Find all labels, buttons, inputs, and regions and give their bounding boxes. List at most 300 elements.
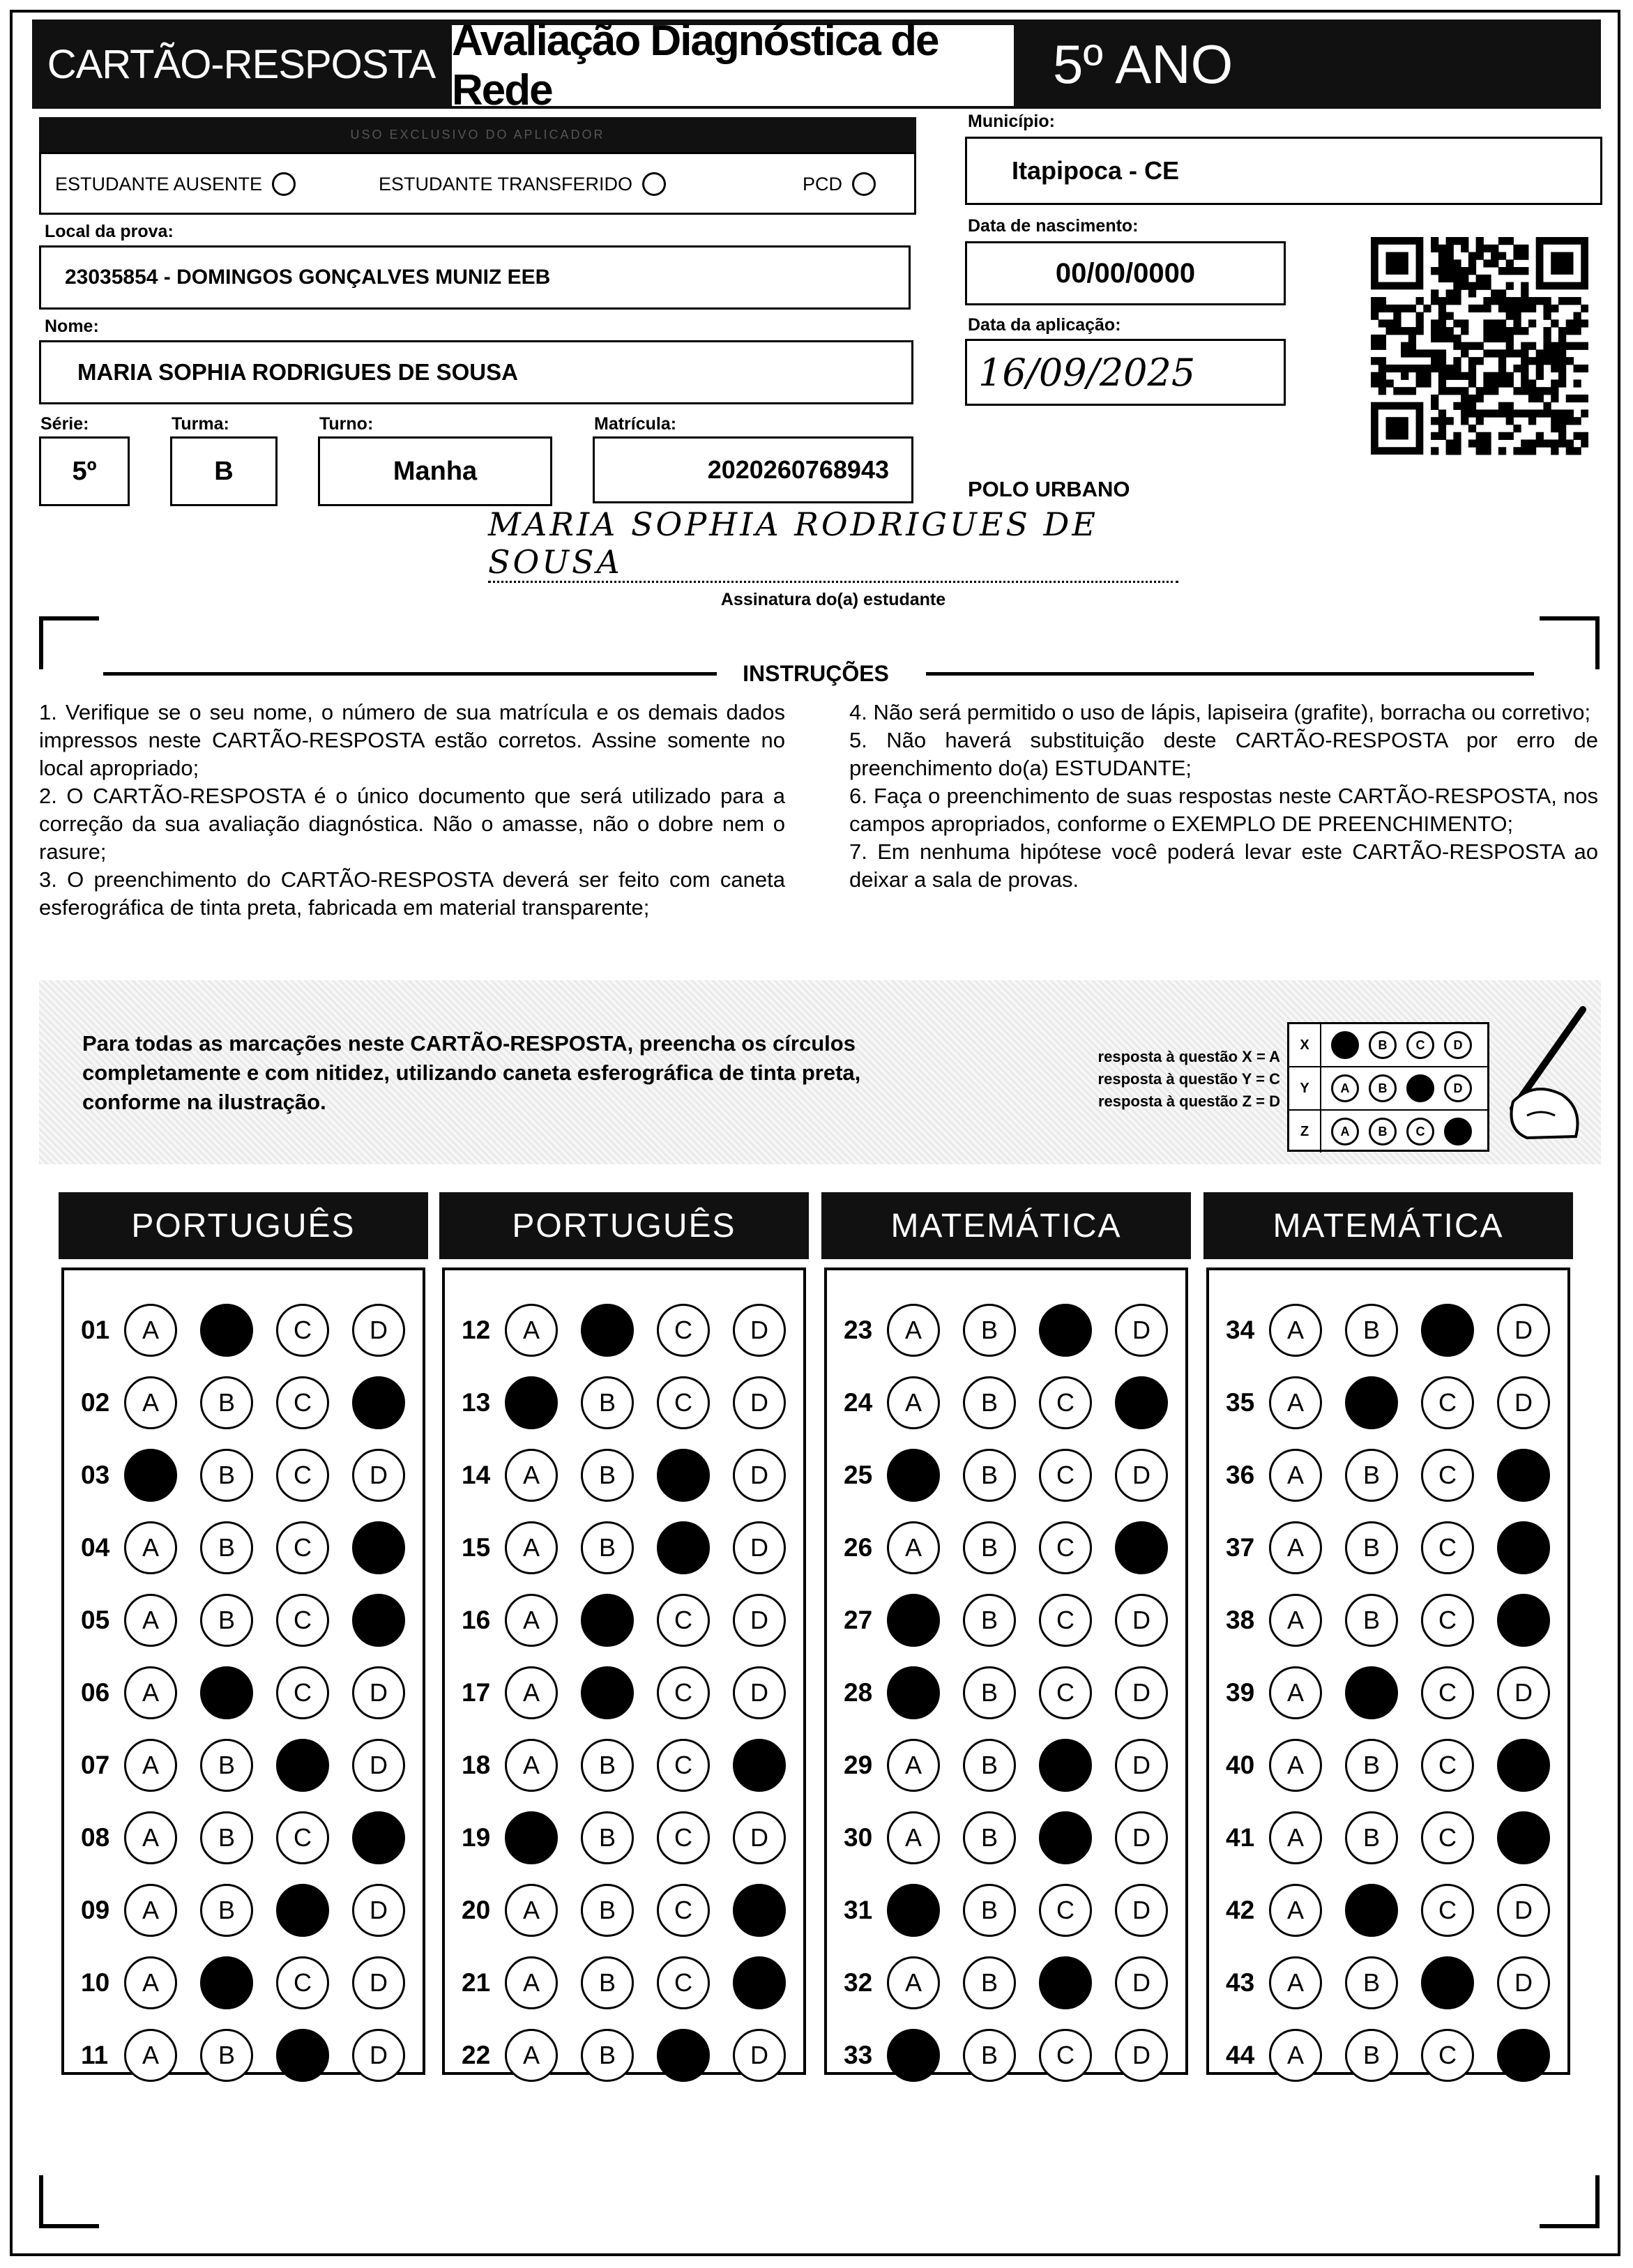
answer-bubble-b[interactable]: B bbox=[963, 1739, 1016, 1792]
answer-bubble-b[interactable]: B bbox=[1345, 1956, 1398, 2009]
answer-bubble-c[interactable]: C bbox=[1421, 1739, 1474, 1792]
answer-bubble-c[interactable]: C bbox=[276, 1956, 329, 2009]
answer-bubble-d[interactable]: D bbox=[733, 1594, 786, 1647]
answer-bubble-a[interactable]: A bbox=[505, 1739, 558, 1792]
answer-bubble-c[interactable] bbox=[1421, 1956, 1474, 2009]
corner-mark-top-left bbox=[39, 616, 99, 669]
answer-bubble-d[interactable]: D bbox=[1497, 1956, 1550, 2009]
answer-bubble-c[interactable]: C bbox=[276, 1449, 329, 1502]
answer-bubble-a[interactable] bbox=[887, 1884, 940, 1937]
exam-title: Avaliação Diagnóstica de Rede bbox=[452, 25, 1014, 106]
question-row bbox=[462, 1445, 809, 1506]
answer-bubble-d[interactable]: D bbox=[733, 2029, 786, 2082]
question-number: 03 bbox=[81, 1461, 110, 1489]
question-number: 30 bbox=[844, 1823, 873, 1852]
answer-bubble-b[interactable] bbox=[1345, 1666, 1398, 1719]
question-row bbox=[1226, 1735, 1573, 1796]
question-number: 28 bbox=[844, 1678, 873, 1707]
answer-bubble-d[interactable]: D bbox=[352, 1956, 405, 2009]
answer-bubble-d[interactable] bbox=[1497, 1521, 1550, 1574]
question-row bbox=[462, 1735, 809, 1796]
answer-bubble-b[interactable]: B bbox=[1345, 1521, 1398, 1574]
answer-bubble-c[interactable]: C bbox=[657, 1811, 710, 1864]
answer-bubble-c[interactable]: C bbox=[1421, 1449, 1474, 1502]
question-number: 19 bbox=[462, 1823, 491, 1852]
question-row bbox=[1226, 1952, 1573, 2014]
answer-bubble-a[interactable]: A bbox=[1269, 1956, 1322, 2009]
answer-bubble-c[interactable]: C bbox=[276, 1304, 329, 1357]
answer-bubble-b[interactable]: B bbox=[200, 1376, 253, 1429]
answer-bubble-a[interactable]: A bbox=[124, 1594, 177, 1647]
question-row bbox=[844, 1590, 1191, 1651]
answer-bubble-a[interactable]: A bbox=[505, 1449, 558, 1502]
answer-bubble-b[interactable]: B bbox=[200, 1594, 253, 1647]
question-row bbox=[81, 1807, 428, 1869]
answer-bubble-a[interactable]: A bbox=[124, 1304, 177, 1357]
answer-bubble-a[interactable]: A bbox=[124, 1884, 177, 1937]
example-row bbox=[1289, 1024, 1487, 1067]
answer-bubble-a[interactable]: A bbox=[1269, 1449, 1322, 1502]
answer-bubble-c[interactable]: C bbox=[657, 1956, 710, 2009]
answer-bubble-d[interactable]: D bbox=[1115, 2029, 1168, 2082]
answer-bubble-b[interactable] bbox=[1345, 1884, 1398, 1937]
answer-bubble-a[interactable]: A bbox=[887, 1811, 940, 1864]
question-number: 25 bbox=[844, 1461, 873, 1489]
example-bubble: B bbox=[1369, 1031, 1397, 1059]
answer-bubble-c[interactable]: C bbox=[657, 1884, 710, 1937]
answer-bubble-b[interactable]: B bbox=[1345, 1739, 1398, 1792]
example-row-key: Z bbox=[1289, 1111, 1321, 1152]
answer-bubble-a[interactable]: A bbox=[505, 1884, 558, 1937]
answer-bubble-a[interactable] bbox=[887, 1449, 940, 1502]
answer-bubble-d[interactable]: D bbox=[352, 1304, 405, 1357]
answer-bubble-b[interactable]: B bbox=[963, 1376, 1016, 1429]
answer-bubble-d[interactable] bbox=[1497, 1739, 1550, 1792]
answer-bubble-a[interactable]: A bbox=[1269, 1376, 1322, 1429]
answer-bubble-c[interactable] bbox=[276, 1739, 329, 1792]
answer-bubble-a[interactable]: A bbox=[124, 1666, 177, 1719]
transferred-option[interactable] bbox=[379, 172, 666, 196]
answer-bubble-a[interactable]: A bbox=[124, 1376, 177, 1429]
question-row bbox=[844, 2025, 1191, 2086]
answer-bubble-a[interactable] bbox=[505, 1811, 558, 1864]
answer-bubble-d[interactable] bbox=[352, 1811, 405, 1864]
name-field: MARIA SOPHIA RODRIGUES DE SOUSA bbox=[39, 340, 913, 404]
absent-option[interactable] bbox=[55, 172, 296, 196]
answer-bubble-a[interactable]: A bbox=[887, 1304, 940, 1357]
question-row bbox=[1226, 2025, 1573, 2086]
answer-bubble-c[interactable]: C bbox=[276, 1521, 329, 1574]
question-row bbox=[462, 1372, 809, 1433]
question-number: 43 bbox=[1226, 1968, 1255, 1997]
corner-mark-top-right bbox=[1540, 616, 1600, 669]
question-number: 24 bbox=[844, 1388, 873, 1417]
instruction-item: 6. Faça o preenchimento de suas respostas neste CARTÃO-RESPOSTA, nos campos apropriados, conforme o EXEMPLO DE PREENCHIMENTO; bbox=[849, 784, 1598, 836]
turma-field: B bbox=[170, 436, 278, 506]
answer-bubble-b[interactable]: B bbox=[581, 1956, 634, 2009]
answer-bubble-c[interactable]: C bbox=[1421, 1666, 1474, 1719]
answer-bubble-d[interactable]: D bbox=[1497, 1884, 1550, 1937]
answer-bubble-d[interactable] bbox=[1115, 1521, 1168, 1574]
answer-bubble-a[interactable] bbox=[887, 1594, 940, 1647]
question-row bbox=[1226, 1662, 1573, 1723]
answer-bubble-d[interactable]: D bbox=[1115, 1884, 1168, 1937]
answer-bubble-b[interactable]: B bbox=[963, 1956, 1016, 2009]
answer-bubble-a[interactable]: A bbox=[124, 1956, 177, 2009]
local-field: 23035854 - DOMINGOS GONÇALVES MUNIZ EEB bbox=[39, 245, 911, 310]
question-row bbox=[1226, 1880, 1573, 1941]
answer-bubble-a[interactable]: A bbox=[124, 1811, 177, 1864]
answer-bubble-a[interactable]: A bbox=[887, 1376, 940, 1429]
question-number: 08 bbox=[81, 1823, 110, 1852]
answer-bubble-c[interactable]: C bbox=[1421, 1811, 1474, 1864]
absent-checkbox[interactable] bbox=[272, 172, 296, 196]
example-bubble bbox=[1331, 1031, 1359, 1059]
answer-bubble-c[interactable]: C bbox=[657, 1304, 710, 1357]
answer-bubble-d[interactable]: D bbox=[352, 1449, 405, 1502]
answer-bubble-d[interactable]: D bbox=[733, 1304, 786, 1357]
question-row bbox=[462, 2025, 809, 2086]
example-row-key: Y bbox=[1289, 1067, 1321, 1109]
question-number: 29 bbox=[844, 1751, 873, 1779]
question-row bbox=[844, 1952, 1191, 2014]
question-number: 02 bbox=[81, 1388, 110, 1417]
answer-bubble-c[interactable]: C bbox=[657, 1739, 710, 1792]
answer-bubble-c[interactable]: C bbox=[1039, 1376, 1092, 1429]
answer-bubble-d[interactable]: D bbox=[1115, 1956, 1168, 2009]
answer-bubble-a[interactable]: A bbox=[1269, 1811, 1322, 1864]
instruction-item: 2. O CARTÃO-RESPOSTA é o único documento que será utilizado para a correção da sua avaliação diagnóstica. Não o amasse, não o dobre nem o rasure; bbox=[39, 784, 785, 864]
question-row bbox=[81, 1880, 428, 1941]
question-number: 01 bbox=[81, 1316, 110, 1344]
answer-bubble-c[interactable] bbox=[276, 2029, 329, 2082]
instruction-item: 7. Em nenhuma hipótese você poderá levar este CARTÃO-RESPOSTA ao deixar a sala de provas. bbox=[849, 839, 1598, 892]
answer-bubble-c[interactable]: C bbox=[1039, 1449, 1092, 1502]
answer-bubble-a[interactable]: A bbox=[887, 1739, 940, 1792]
pcd-checkbox[interactable] bbox=[852, 172, 876, 196]
answer-bubble-b[interactable]: B bbox=[963, 1811, 1016, 1864]
question-row bbox=[81, 1952, 428, 2014]
answer-bubble-d[interactable]: D bbox=[352, 1884, 405, 1937]
answer-bubble-b[interactable]: B bbox=[963, 1449, 1016, 1502]
answer-bubble-c[interactable]: C bbox=[657, 1376, 710, 1429]
question-row bbox=[81, 1590, 428, 1651]
answer-bubble-d[interactable] bbox=[1497, 1811, 1550, 1864]
answer-bubble-d[interactable]: D bbox=[1497, 1304, 1550, 1357]
answer-bubble-d[interactable]: D bbox=[733, 1811, 786, 1864]
section-title: PORTUGUÊS bbox=[439, 1192, 809, 1259]
answer-bubble-c[interactable]: C bbox=[1421, 1376, 1474, 1429]
polo-label: POLO URBANO bbox=[968, 477, 1130, 501]
answer-bubble-c[interactable] bbox=[1039, 1304, 1092, 1357]
question-number: 20 bbox=[462, 1896, 491, 1924]
question-row bbox=[81, 1735, 428, 1796]
question-row bbox=[844, 1372, 1191, 1433]
qr-code bbox=[1371, 237, 1588, 457]
aplicacao-label: Data da aplicação: bbox=[968, 315, 1121, 335]
answer-bubble-b[interactable]: B bbox=[581, 1521, 634, 1574]
answer-bubble-b[interactable] bbox=[200, 1304, 253, 1357]
question-row bbox=[81, 1517, 428, 1578]
nascimento-label: Data de nascimento: bbox=[968, 216, 1139, 236]
answer-bubble-a[interactable]: A bbox=[505, 1956, 558, 2009]
instruction-item: 1. Verifique se o seu nome, o número de sua matrícula e os demais dados impressos neste CARTÃO-RESPOSTA estão corretos. Assine somente no local apropriado; bbox=[39, 700, 785, 780]
answer-bubble-d[interactable]: D bbox=[352, 2029, 405, 2082]
answer-bubble-a[interactable] bbox=[887, 1666, 940, 1719]
question-row bbox=[1226, 1517, 1573, 1578]
answer-bubble-d[interactable] bbox=[733, 1956, 786, 2009]
answer-bubble-b[interactable] bbox=[200, 1666, 253, 1719]
answer-bubble-c[interactable]: C bbox=[276, 1376, 329, 1429]
question-number: 21 bbox=[462, 1968, 491, 1997]
question-number: 09 bbox=[81, 1896, 110, 1924]
question-number: 16 bbox=[462, 1606, 491, 1634]
answer-bubble-b[interactable]: B bbox=[581, 2029, 634, 2082]
answer-bubble-b[interactable]: B bbox=[200, 1884, 253, 1937]
answer-bubble-b[interactable]: B bbox=[963, 1594, 1016, 1647]
answer-bubble-a[interactable]: A bbox=[505, 1594, 558, 1647]
answer-bubble-c[interactable] bbox=[1039, 1739, 1092, 1792]
answer-bubble-c[interactable] bbox=[1039, 1956, 1092, 2009]
question-number: 14 bbox=[462, 1461, 491, 1489]
example-bubble bbox=[1444, 1118, 1472, 1146]
instructions-right bbox=[849, 699, 1598, 894]
section-title: PORTUGUÊS bbox=[59, 1192, 428, 1259]
question-number: 18 bbox=[462, 1751, 491, 1779]
answer-bubble-a[interactable]: A bbox=[1269, 1666, 1322, 1719]
answer-bubble-c[interactable] bbox=[657, 2029, 710, 2082]
answer-bubble-d[interactable]: D bbox=[1115, 1666, 1168, 1719]
example-bubble: C bbox=[1406, 1118, 1434, 1146]
answer-bubble-b[interactable]: B bbox=[1345, 1449, 1398, 1502]
answer-bubble-b[interactable]: B bbox=[581, 1811, 634, 1864]
answer-bubble-a[interactable]: A bbox=[505, 2029, 558, 2082]
municipio-field: Itapipoca - CE bbox=[965, 137, 1602, 205]
answer-bubble-d[interactable]: D bbox=[733, 1376, 786, 1429]
answer-bubble-d[interactable] bbox=[733, 1884, 786, 1937]
question-number: 05 bbox=[81, 1606, 110, 1634]
answer-bubble-c[interactable]: C bbox=[276, 1594, 329, 1647]
question-row bbox=[462, 1662, 809, 1723]
answer-bubble-d[interactable] bbox=[733, 1739, 786, 1792]
question-row bbox=[844, 1517, 1191, 1578]
answer-bubble-d[interactable] bbox=[1497, 1594, 1550, 1647]
question-number: 22 bbox=[462, 2041, 491, 2069]
answer-bubble-b[interactable] bbox=[581, 1594, 634, 1647]
answer-bubble-a[interactable]: A bbox=[505, 1304, 558, 1357]
answer-bubble-a[interactable]: A bbox=[1269, 1521, 1322, 1574]
section-title: MATEMÁTICA bbox=[821, 1192, 1191, 1259]
question-row bbox=[844, 1735, 1191, 1796]
answer-bubble-d[interactable] bbox=[1497, 2029, 1550, 2082]
instructions-title: INSTRUÇÕES bbox=[725, 661, 906, 687]
answer-bubble-a[interactable] bbox=[887, 2029, 940, 2082]
question-number: 23 bbox=[844, 1316, 873, 1344]
question-row bbox=[81, 1372, 428, 1433]
instruction-item: 3. O preenchimento do CARTÃO-RESPOSTA deverá ser feito com caneta esferográfica de tinta preta, fabricada em material transparente; bbox=[39, 867, 785, 920]
grade-label: 5º ANO bbox=[1053, 33, 1233, 95]
answer-bubble-b[interactable]: B bbox=[200, 1521, 253, 1574]
answer-bubble-c[interactable]: C bbox=[276, 1811, 329, 1864]
answer-bubble-b[interactable]: B bbox=[200, 1811, 253, 1864]
question-number: 27 bbox=[844, 1606, 873, 1634]
answer-bubble-a[interactable]: A bbox=[124, 1739, 177, 1792]
answer-bubble-a[interactable]: A bbox=[505, 1666, 558, 1719]
question-number: 31 bbox=[844, 1896, 873, 1924]
answer-bubble-b[interactable]: B bbox=[963, 1884, 1016, 1937]
answer-bubble-b[interactable] bbox=[581, 1666, 634, 1719]
answer-bubble-d[interactable]: D bbox=[1497, 1666, 1550, 1719]
answer-section bbox=[61, 1268, 425, 2075]
transferred-label: ESTUDANTE TRANSFERIDO bbox=[379, 173, 633, 195]
answer-bubble-b[interactable]: B bbox=[200, 1449, 253, 1502]
answer-bubble-d[interactable]: D bbox=[733, 1666, 786, 1719]
question-row bbox=[462, 1952, 809, 2014]
answer-section bbox=[824, 1268, 1188, 2075]
answer-bubble-b[interactable] bbox=[200, 1956, 253, 2009]
question-row bbox=[81, 1662, 428, 1723]
answer-bubble-c[interactable]: C bbox=[657, 1666, 710, 1719]
question-number: 34 bbox=[1226, 1316, 1255, 1344]
student-signature: MARIA SOPHIA RODRIGUES DE SOUSA bbox=[488, 534, 1178, 583]
answer-bubble-b[interactable]: B bbox=[1345, 1811, 1398, 1864]
example-bubble: A bbox=[1331, 1074, 1359, 1102]
pcd-option[interactable] bbox=[803, 172, 876, 196]
answer-bubble-b[interactable]: B bbox=[1345, 1304, 1398, 1357]
answer-bubble-c[interactable] bbox=[1039, 1811, 1092, 1864]
answer-bubble-c[interactable] bbox=[657, 1449, 710, 1502]
answer-bubble-a[interactable]: A bbox=[1269, 2029, 1322, 2082]
answer-bubble-d[interactable]: D bbox=[733, 1521, 786, 1574]
answer-bubble-a[interactable]: A bbox=[887, 1521, 940, 1574]
question-row bbox=[844, 1880, 1191, 1941]
answer-bubble-d[interactable] bbox=[1497, 1449, 1550, 1502]
answer-bubble-c[interactable]: C bbox=[1039, 1594, 1092, 1647]
serie-field: 5º bbox=[39, 436, 130, 506]
answer-bubble-a[interactable]: A bbox=[1269, 1304, 1322, 1357]
answer-bubble-d[interactable]: D bbox=[1115, 1739, 1168, 1792]
example-bubble: C bbox=[1406, 1031, 1434, 1059]
answer-bubble-d[interactable]: D bbox=[352, 1739, 405, 1792]
matricula-label: Matrícula: bbox=[594, 414, 677, 434]
answer-bubble-b[interactable] bbox=[1345, 1376, 1398, 1429]
answer-bubble-a[interactable]: A bbox=[1269, 1884, 1322, 1937]
answer-bubble-b[interactable] bbox=[581, 1304, 634, 1357]
answer-bubble-b[interactable]: B bbox=[581, 1884, 634, 1937]
question-row bbox=[462, 1517, 809, 1578]
example-row-key: X bbox=[1289, 1024, 1321, 1066]
question-number: 13 bbox=[462, 1388, 491, 1417]
answer-bubble-c[interactable]: C bbox=[1421, 1521, 1474, 1574]
hand-pen-icon bbox=[1485, 1004, 1590, 1143]
answer-bubble-a[interactable]: A bbox=[887, 1956, 940, 2009]
instruction-item: 5. Não haverá substituição deste CARTÃO-RESPOSTA por erro de preenchimento do(a) ESTUDANTE; bbox=[849, 728, 1598, 780]
answer-bubble-c[interactable]: C bbox=[1421, 1594, 1474, 1647]
answer-bubble-d[interactable]: D bbox=[1497, 1376, 1550, 1429]
question-number: 41 bbox=[1226, 1823, 1255, 1852]
question-row bbox=[462, 1300, 809, 1361]
serie-label: Série: bbox=[40, 414, 89, 434]
answer-bubble-b[interactable]: B bbox=[963, 1304, 1016, 1357]
question-row bbox=[462, 1880, 809, 1941]
status-bar: USO EXCLUSIVO DO APLICADOR bbox=[39, 117, 916, 152]
answer-bubble-c[interactable]: C bbox=[1039, 1666, 1092, 1719]
example-legend bbox=[1029, 1046, 1280, 1113]
answer-bubble-c[interactable]: C bbox=[276, 1666, 329, 1719]
answer-bubble-b[interactable]: B bbox=[581, 1449, 634, 1502]
answer-bubble-b[interactable]: B bbox=[200, 1739, 253, 1792]
question-number: 38 bbox=[1226, 1606, 1255, 1634]
answer-bubble-d[interactable] bbox=[352, 1376, 405, 1429]
answer-bubble-a[interactable] bbox=[124, 1449, 177, 1502]
municipio-label: Município: bbox=[968, 112, 1055, 131]
answer-bubble-a[interactable]: A bbox=[124, 1521, 177, 1574]
nascimento-field: 00/00/0000 bbox=[965, 241, 1286, 305]
example-bubble: D bbox=[1444, 1031, 1472, 1059]
answer-bubble-c[interactable] bbox=[276, 1884, 329, 1937]
answer-bubble-d[interactable]: D bbox=[1115, 1449, 1168, 1502]
question-number: 15 bbox=[462, 1533, 491, 1562]
transferred-checkbox[interactable] bbox=[642, 172, 666, 196]
instructions-left bbox=[39, 699, 785, 922]
answer-bubble-b[interactable]: B bbox=[963, 2029, 1016, 2082]
answer-bubble-a[interactable] bbox=[505, 1376, 558, 1429]
answer-bubble-b[interactable]: B bbox=[200, 2029, 253, 2082]
example-bubble bbox=[1406, 1074, 1434, 1102]
answer-bubble-b[interactable]: B bbox=[1345, 2029, 1398, 2082]
example-grid bbox=[1287, 1022, 1489, 1152]
answer-bubble-c[interactable]: C bbox=[1039, 2029, 1092, 2082]
turno-field: Manha bbox=[318, 436, 552, 506]
answer-bubble-d[interactable] bbox=[352, 1594, 405, 1647]
question-row bbox=[1226, 1807, 1573, 1869]
question-row bbox=[844, 1300, 1191, 1361]
answer-bubble-d[interactable]: D bbox=[733, 1449, 786, 1502]
answer-bubble-d[interactable]: D bbox=[1115, 1594, 1168, 1647]
question-row bbox=[462, 1807, 809, 1869]
instructions-rule-right bbox=[926, 672, 1534, 676]
turno-label: Turno: bbox=[319, 414, 374, 434]
answer-bubble-d[interactable]: D bbox=[1115, 1304, 1168, 1357]
answer-bubble-c[interactable] bbox=[657, 1521, 710, 1574]
answer-bubble-b[interactable]: B bbox=[581, 1376, 634, 1429]
answer-bubble-a[interactable]: A bbox=[124, 2029, 177, 2082]
question-number: 17 bbox=[462, 1678, 491, 1707]
answer-bubble-a[interactable]: A bbox=[1269, 1594, 1322, 1647]
answer-bubble-d[interactable]: D bbox=[1115, 1811, 1168, 1864]
question-row bbox=[1226, 1372, 1573, 1433]
answer-bubble-b[interactable]: B bbox=[963, 1521, 1016, 1574]
answer-bubble-d[interactable]: D bbox=[352, 1666, 405, 1719]
answer-bubble-d[interactable] bbox=[1115, 1376, 1168, 1429]
answer-bubble-c[interactable]: C bbox=[657, 1594, 710, 1647]
instruction-item: 4. Não será permitido o uso de lápis, lapiseira (grafite), borracha ou corretivo; bbox=[849, 700, 1591, 724]
answer-bubble-b[interactable]: B bbox=[1345, 1594, 1398, 1647]
answer-bubble-c[interactable]: C bbox=[1421, 1884, 1474, 1937]
answer-bubble-b[interactable]: B bbox=[963, 1666, 1016, 1719]
answer-bubble-c[interactable]: C bbox=[1421, 2029, 1474, 2082]
answer-bubble-a[interactable]: A bbox=[505, 1521, 558, 1574]
answer-bubble-b[interactable]: B bbox=[581, 1739, 634, 1792]
answer-bubble-d[interactable] bbox=[352, 1521, 405, 1574]
corner-mark-bottom-left bbox=[39, 2175, 99, 2228]
answer-bubble-c[interactable]: C bbox=[1039, 1521, 1092, 1574]
card-title: CARTÃO-RESPOSTA bbox=[47, 41, 436, 87]
answer-bubble-a[interactable]: A bbox=[1269, 1739, 1322, 1792]
answer-bubble-c[interactable] bbox=[1421, 1304, 1474, 1357]
question-row bbox=[844, 1445, 1191, 1506]
answer-bubble-c[interactable]: C bbox=[1039, 1884, 1092, 1937]
